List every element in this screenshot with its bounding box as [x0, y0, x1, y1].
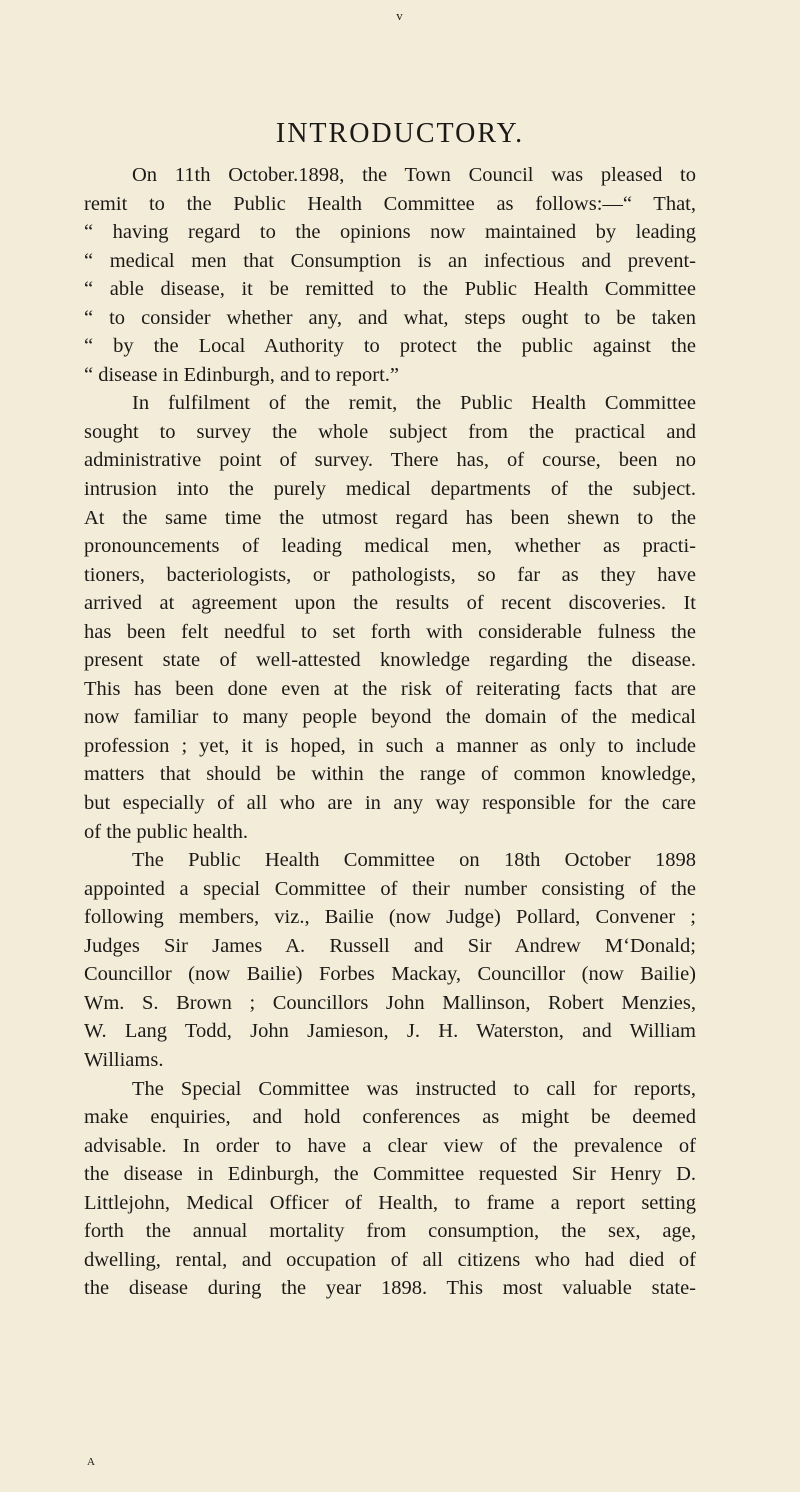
text-line: In fulfilment of the remit, the Public Health Committee [132, 392, 696, 415]
text-line: but especially of all who are in any way responsible for the care [84, 792, 696, 815]
text-line: At the same time the utmost regard has been shewn to the [84, 506, 696, 529]
text-line: administrative point of survey. There has, of course, been no [84, 449, 696, 472]
text-line: The Special Committee was instructed to call for reports, [132, 1077, 696, 1100]
text-line: Littlejohn, Medical Officer of Health, to frame a report setting [84, 1191, 696, 1214]
text-line: dwelling, rental, and occupation of all citizens who had died of [84, 1248, 696, 1271]
text-line: intrusion into the purely medical departments of the subject. [84, 478, 696, 501]
text-line: “ able disease, it be remitted to the Public Health Committee [84, 278, 696, 301]
text-line: “ disease in Edinburgh, and to report.” [84, 363, 400, 386]
text-line: advisable. In order to have a clear view of the prevalence of [84, 1134, 696, 1157]
text-line: make enquiries, and hold conferences as might be deemed [84, 1106, 696, 1129]
text-line: matters that should be within the range of common knowledge, [84, 763, 696, 786]
text-line: appointed a special Committee of their number consisting of the [84, 877, 696, 900]
text-line: The Public Health Committee on 18th October 1898 [132, 849, 696, 872]
text-line: Wm. S. Brown ; Councillors John Mallinson, Robert Menzies, [84, 991, 696, 1014]
text-line: following members, viz., Bailie (now Judge) Pollard, Convener ; [84, 906, 696, 929]
text-line: the disease in Edinburgh, the Committee requested Sir Henry D. [84, 1163, 696, 1186]
text-line: pronouncements of leading medical men, whether as practi- [84, 535, 696, 558]
text-line: now familiar to many people beyond the domain of the medical [84, 706, 696, 729]
text-line: Councillor (now Bailie) Forbes Mackay, Councillor (now Bailie) [84, 963, 696, 986]
text-line: W. Lang Todd, John Jamieson, J. H. Waterston, and William [84, 1020, 696, 1043]
text-line: forth the annual mortality from consumption, the sex, age, [84, 1220, 696, 1243]
text-line: “ medical men that Consumption is an infectious and prevent- [84, 249, 696, 272]
text-line: “ having regard to the opinions now maintained by leading [84, 221, 696, 244]
text-line: tioners, bacteriologists, or pathologists, so far as they have [84, 563, 696, 586]
text-line: arrived at agreement upon the results of recent discoveries. It [84, 592, 696, 615]
page-title: INTRODUCTORY. [275, 118, 525, 149]
text-line: has been felt needful to set forth with considerable fulness the [84, 620, 696, 643]
text-line: This has been done even at the risk of reiterating facts that are [84, 677, 696, 700]
text-line: of the public health. [84, 820, 248, 843]
text-line: present state of well-attested knowledge regarding the disease. [84, 649, 696, 672]
text-line: the disease during the year 1898. This most valuable state- [84, 1277, 696, 1300]
text-line: “ to consider whether any, and what, steps ought to be taken [84, 306, 696, 329]
text-line: sought to survey the whole subject from the practical and [84, 420, 696, 443]
text-line: Judges Sir James A. Russell and Sir Andrew M‘Donald; [84, 934, 696, 957]
page-number: v [396, 8, 404, 23]
signature-mark: A [87, 1456, 95, 1468]
text-line: profession ; yet, it is hoped, in such a manner as only to include [84, 734, 696, 757]
text-line: On 11th October.1898, the Town Council was pleased to [132, 164, 696, 186]
text-line: “ by the Local Authority to protect the public against the [84, 335, 696, 358]
body-text [84, 161, 696, 1303]
text-line: Williams. [84, 1048, 164, 1071]
text-line: remit to the Public Health Committee as follows:—“ That, [84, 192, 696, 215]
